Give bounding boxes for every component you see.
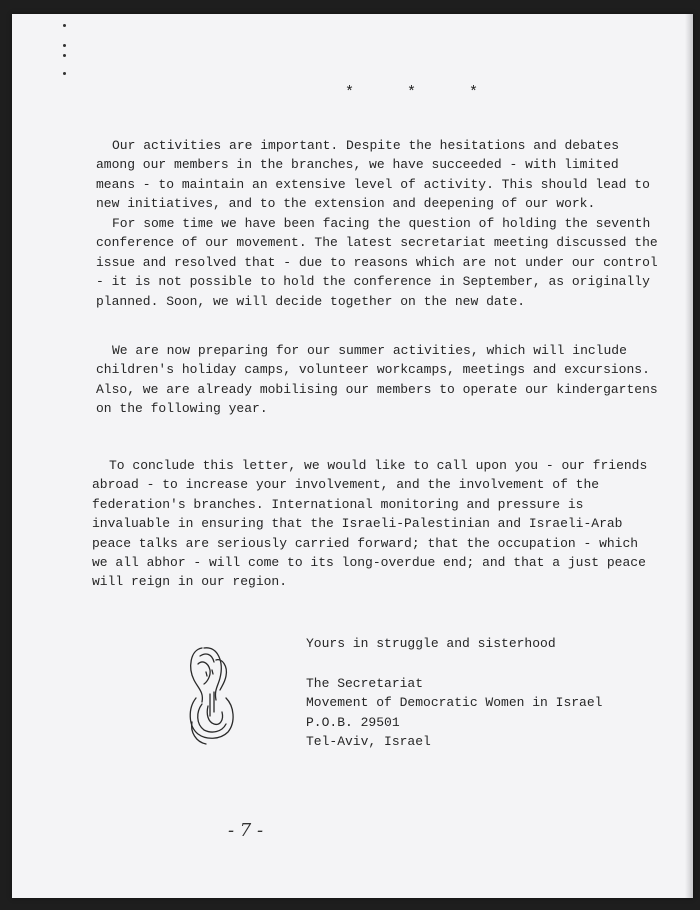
signature-block	[306, 674, 602, 752]
document-page	[12, 14, 693, 898]
paragraph-summer: We are now preparing for our summer activities, which will include children's holiday camps, volunteer workcamps, meetings and excursions. Also, we are already mobilising our members to operate our kindergartens on the following year.	[96, 343, 658, 417]
signature-organization: Movement of Democratic Women in Israel	[306, 695, 603, 711]
movement-logo-icon	[180, 642, 244, 752]
signoff-line: Yours in struggle and sisterhood	[306, 636, 556, 651]
paragraph-conference: For some time we have been facing the question of holding the seventh conference of our movement. The latest secretariat meeting discussed the issue and resolved that - due to reasons which are not under our control - it is not possible to hold the conference in September, as originally planned. Soon, we will decide together on the new date.	[96, 216, 658, 309]
punch-mark	[63, 44, 66, 47]
signature-city: Tel-Aviv, Israel	[306, 734, 431, 750]
section-separator: * * *	[345, 84, 501, 101]
punch-mark	[63, 72, 66, 75]
page-number: - 7 -	[228, 820, 264, 841]
punch-mark	[63, 54, 66, 57]
page-edge-shadow	[685, 14, 693, 898]
paragraph-conclusion: To conclude this letter, we would like to call upon you - our friends abroad - to increase your involvement, and the involvement of the federation's branches. International monitoring and pressure is invaluable in ensuring that the Israeli-Palestinian and Israeli-Arab peace talks are seriously carried forward; that the occupation - which we all abhor - will come to its long-overdue end; and that a just peace will reign in our region.	[92, 458, 648, 590]
signature-pob: P.O.B. 29501	[306, 714, 400, 730]
signature-secretariat: The Secretariat	[306, 676, 424, 691]
punch-mark	[63, 24, 66, 27]
paragraph-activities: Our activities are important. Despite the hesitations and debates among our members in the branches, we have succeeded - with limited means - to maintain an extensive level of activity. This should lead to new initiatives, and to the extension and deepening of our work.	[96, 138, 650, 212]
